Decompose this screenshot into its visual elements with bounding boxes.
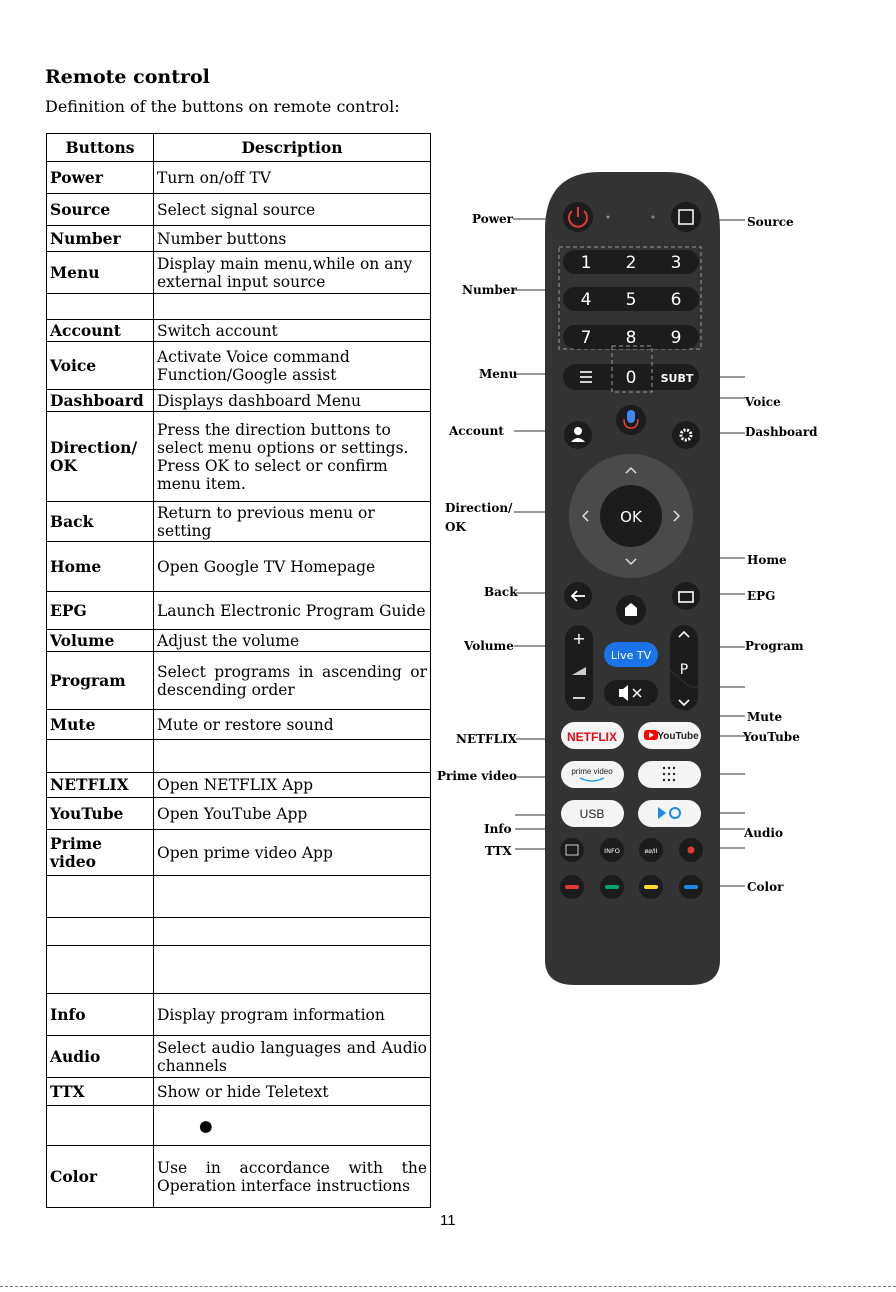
bottom-dashed-rule (0, 1286, 896, 1287)
record-icon (688, 847, 695, 854)
label-power: Power (472, 212, 513, 226)
label-voice: Voice (745, 395, 781, 409)
row-description: Return to previous menu or setting (154, 502, 431, 542)
ok-label: OK (620, 508, 642, 526)
usb-label: USB (579, 807, 605, 821)
row-button: Direction/ OK (47, 412, 154, 502)
row-description: Display program information (154, 994, 431, 1036)
label-program: Program (745, 639, 804, 653)
label-ttx: TTX (485, 844, 512, 858)
mute-key (604, 680, 658, 706)
label-info: Info (484, 822, 512, 836)
apps-grid-icon (663, 767, 675, 781)
label-netflix: NETFLIX (456, 732, 517, 746)
row-button: Dashboard (47, 390, 154, 412)
row-button: Number (47, 226, 154, 252)
intro-text: Definition of the buttons on remote control: (45, 97, 400, 116)
row-button: NETFLIX (47, 773, 154, 798)
row-description: Adjust the volume (154, 630, 431, 652)
source-key (671, 202, 701, 232)
row-description: Select audio languages and Audio channels (154, 1036, 431, 1078)
row-button: Back (47, 502, 154, 542)
row-button: Power (47, 162, 154, 194)
blue-color-icon (684, 885, 698, 889)
row-button: Home (47, 542, 154, 592)
label-number: Number (462, 283, 517, 297)
label-color: Color (747, 880, 784, 894)
header-buttons: Buttons (47, 134, 154, 162)
digit-4: 4 (580, 290, 592, 310)
row-description: Use in accordance with the Operation interface instructions (154, 1146, 431, 1208)
label-epg: EPG (747, 589, 776, 603)
account-icon (574, 427, 582, 435)
row-button: Source (47, 194, 154, 226)
row-button: EPG (47, 592, 154, 630)
digit-2: 2 (625, 253, 637, 273)
row-button: TTX (47, 1078, 154, 1106)
label-audio: Audio (744, 826, 783, 840)
row-description: Launch Electronic Program Guide (154, 592, 431, 630)
label-menu: Menu (479, 367, 518, 381)
row-button: Account (47, 320, 154, 342)
digit-6: 6 (670, 290, 682, 310)
label-dashboard: Dashboard (745, 425, 818, 439)
row-button: Color (47, 1146, 154, 1208)
row-description: Activate Voice command Function/Google assist (154, 342, 431, 390)
mic-icon (627, 410, 635, 423)
subt-key: SUBT (660, 372, 694, 385)
digit-0: 0 (625, 368, 637, 388)
green-color-icon (605, 885, 619, 889)
page-number: 11 (440, 1212, 456, 1229)
row-description: Select programs in ascending or descending order (154, 652, 431, 710)
row-description: Displays dashboard Menu (154, 390, 431, 412)
live-tv-label: Live TV (610, 649, 652, 662)
label-mute: Mute (747, 710, 783, 724)
label-back: Back (484, 585, 518, 599)
youtube-logo: YouTube (657, 731, 699, 742)
header-description: Description (154, 134, 431, 162)
row-description: Display main menu,while on any external input source (154, 252, 431, 294)
row-description: Open Google TV Homepage (154, 542, 431, 592)
row-button: YouTube (47, 798, 154, 830)
row-description: Number buttons (154, 226, 431, 252)
digit-1: 1 (580, 253, 592, 273)
indicator-dot (607, 216, 610, 219)
audio-key-label: øø/II (644, 848, 658, 855)
row-description: Open YouTube App (154, 798, 431, 830)
ttx-key (560, 838, 584, 862)
row-button: Mute (47, 710, 154, 740)
row-button: Volume (47, 630, 154, 652)
row-button: Prime video (47, 830, 154, 876)
digit-7: 7 (580, 328, 592, 348)
row-description: Press the direction buttons to select menu options or settings. Press OK to select or confirm menu item. (154, 412, 431, 502)
digit-8: 8 (625, 328, 637, 348)
indicator-dot (652, 216, 655, 219)
label-direction-ok: OK (445, 520, 466, 534)
label-account: Account (449, 424, 504, 438)
red-color-icon (565, 885, 579, 889)
row-button: Voice (47, 342, 154, 390)
label-prime-video: Prime video (437, 769, 517, 783)
dashboard-key (672, 421, 700, 449)
row-description: Select signal source (154, 194, 431, 226)
digit-9: 9 (670, 328, 682, 348)
digit-3: 3 (670, 253, 682, 273)
row-description: Mute or restore sound (154, 710, 431, 740)
row-button: Audio (47, 1036, 154, 1078)
row-button: Program (47, 652, 154, 710)
digit-5: 5 (625, 290, 637, 310)
program-p-label: P (679, 662, 689, 678)
netflix-logo: NETFLIX (567, 730, 617, 744)
yellow-color-icon (644, 885, 658, 889)
row-description: Show or hide Teletext (154, 1078, 431, 1106)
info-label: INFO (604, 847, 620, 855)
row-description: Switch account (154, 320, 431, 342)
label-volume: Volume (464, 639, 514, 653)
label-direction: Direction/ (445, 501, 513, 515)
row-description: ● (154, 1106, 431, 1146)
row-description: Open NETFLIX App (154, 773, 431, 798)
row-button: Menu (47, 252, 154, 294)
row-description: Turn on/off TV (154, 162, 431, 194)
row-button: Info (47, 994, 154, 1036)
row-description: Open prime video App (154, 830, 431, 876)
page-title: Remote control (45, 66, 210, 88)
label-home: Home (747, 553, 787, 567)
volume-up-icon: + (572, 629, 586, 648)
epg-key (672, 582, 700, 610)
label-source: Source (747, 215, 794, 229)
label-youtube: YouTube (743, 730, 800, 744)
prime-video-logo: prime video (571, 767, 613, 776)
